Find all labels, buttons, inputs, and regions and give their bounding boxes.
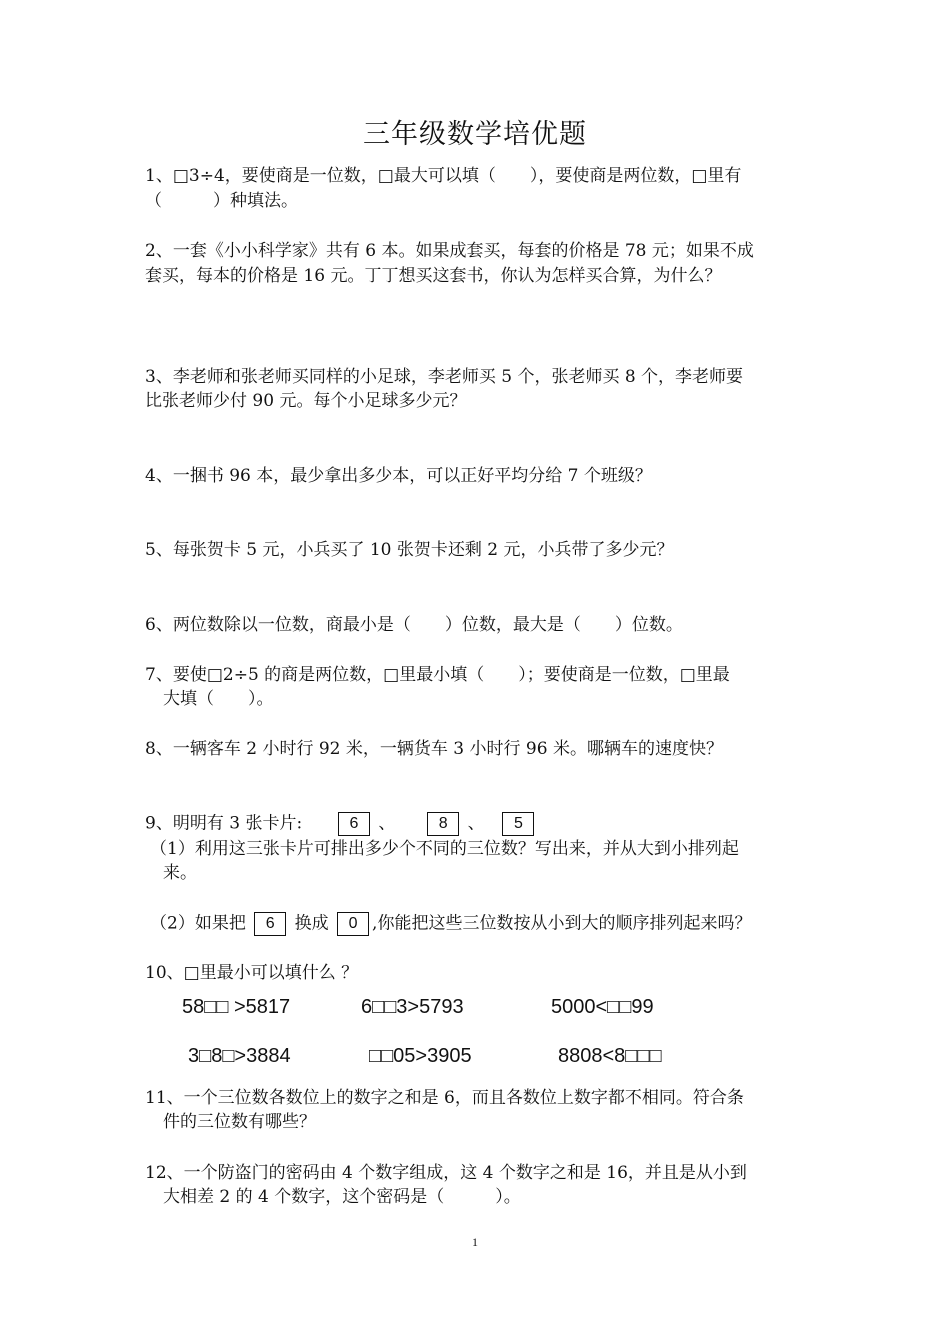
q10-item: 8808<8□□□ <box>558 1045 662 1067</box>
q2-line1: 2、一套《小小科学家》共有 6 本。如果成套买，每套的价格是 78 元；如果不成 <box>145 241 754 261</box>
q2-line2: 套买，每本的价格是 16 元。丁丁想买这套书，你认为怎样买合算，为什么？ <box>145 266 722 286</box>
q9-part2-c: ,你能把这些三位数按从小到大的顺序排列起来吗？ <box>372 913 752 934</box>
q8-text: 8、一辆客车 2 小时行 92 米，一辆货车 3 小时行 96 米。哪辆车的速度快？ <box>145 739 723 759</box>
card-separator: 、 <box>378 813 396 834</box>
q9-part2-a: （2）如果把 <box>150 913 246 934</box>
card-8: 8 <box>427 812 459 836</box>
q10-item: 58□□ >5817 <box>182 996 291 1018</box>
card-6: 6 <box>338 812 370 836</box>
q7-line1: 7、要使□2÷5 的商是两位数，□里最小填（ ）；要使商是一位数，□里最 <box>145 665 730 685</box>
q10-item: 5000<□□99 <box>551 996 654 1018</box>
q9-part2-row <box>150 912 751 936</box>
q10-item: □□05>3905 <box>369 1045 472 1067</box>
q7-line2: 大填（ ）。 <box>163 689 274 709</box>
page-title: 三年级数学培优题 <box>363 119 587 150</box>
q6-text: 6、两位数除以一位数，商最小是（ ）位数，最大是（ ）位数。 <box>145 615 683 635</box>
q9-intro: 9、明明有 3 张卡片: <box>145 813 303 834</box>
q1-line1: 1、□3÷4，要使商是一位数，□最大可以填（ ），要使商是两位数，□里有 <box>145 166 742 186</box>
q9-part1-line2: 来。 <box>163 863 197 883</box>
card-0: 0 <box>337 912 369 936</box>
q9-intro-row <box>145 812 537 836</box>
q12-line2: 大相差 2 的 4 个数字，这个密码是（ ）。 <box>163 1187 521 1207</box>
page-number: 1 <box>472 1235 478 1249</box>
q11-line2: 件的三位数有哪些？ <box>163 1112 316 1132</box>
q10-question: 10、□里最小可以填什么 ？ <box>145 963 359 983</box>
q10-item: 3□8□>3884 <box>188 1045 291 1067</box>
q3-line2: 比张老师少付 90 元。每个小足球多少元？ <box>145 391 467 411</box>
card-6-replace: 6 <box>254 912 286 936</box>
q10-item: 6□□3>5793 <box>361 996 464 1018</box>
q4-text: 4、一捆书 96 本，最少拿出多少本，可以正好平均分给 7 个班级？ <box>145 466 652 486</box>
q5-text: 5、每张贺卡 5 元，小兵买了 10 张贺卡还剩 2 元，小兵带了多少元？ <box>145 540 674 560</box>
q1-line2: （ ）种填法。 <box>145 191 298 211</box>
card-5: 5 <box>502 812 534 836</box>
card-separator: 、 <box>467 813 485 834</box>
q9-part1-line1: （1）利用这三张卡片可排出多少个不同的三位数？写出来，并从大到小排列起 <box>150 839 739 859</box>
q11-line1: 11、一个三位数各数位上的数字之和是 6，而且各数位上数字都不相同。符合条 <box>145 1088 744 1108</box>
q12-line1: 12、一个防盗门的密码由 4 个数字组成，这 4 个数字之和是 16，并且是从小到 <box>145 1163 747 1183</box>
q3-line1: 3、李老师和张老师买同样的小足球，李老师买 5 个，张老师买 8 个，李老师要 <box>145 367 744 387</box>
q9-part2-b: 换成 <box>294 913 329 934</box>
